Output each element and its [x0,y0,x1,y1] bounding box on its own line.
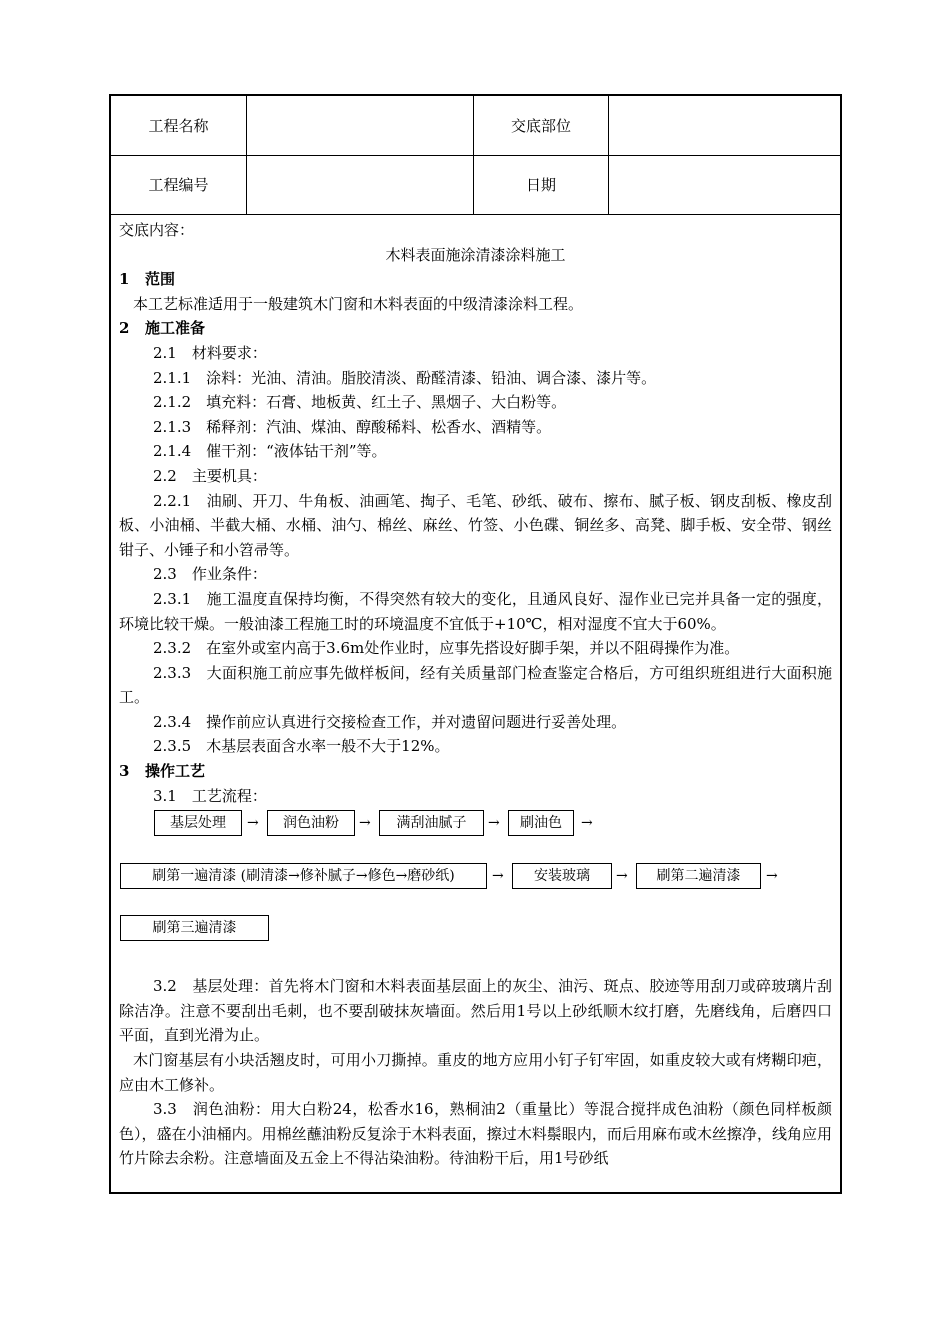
section-2-3-2: 2.3.2 在室外或室内高于3.6m处作业时，应事先搭设好脚手架，并以不阻碍操作为准。 [153,639,740,658]
section-2-3-4: 2.3.4 操作前应认真进行交接检查工作，并对遗留问题进行妥善处理。 [153,712,627,731]
section-2-1-4: 2.1.4 催干剂：“液体钴干剂”等。 [153,442,387,461]
section-2-1-1: 2.1.1 涂料：光油、清油。脂胶清淡、酚醛清漆、铅油、调合漆、漆片等。 [153,368,657,387]
section-2-2-1: 2.2.1 油刷、开刀、牛角板、油画笔、掏子、毛笔、砂纸、破布、擦布、腻子板、钢皮刮板、橡皮刮板、小油桶、半截大桶、水桶、油勺、棉丝、麻丝、竹签、小色碟、铜丝多、高凳、脚手板、安全带、钢丝钳子、小锤子和小笤帚等。 [119,491,832,559]
section-2-2: 2.2 主要机具： [153,466,267,485]
flow-arrow: → [581,815,593,832]
section-1-title: 范围 [145,270,176,289]
section-2-heading [119,316,832,341]
header-row-1 [111,96,840,156]
section-2-3-5: 2.3.5 木基层表面含水率一般不大于12%。 [153,737,450,756]
flow-step-glass: 安装玻璃 [512,863,612,889]
location-value[interactable] [608,96,840,155]
flow-step-oil-powder: 润色油粉 [267,810,355,836]
section-3-2: 3.2 基层处理：首先将木门窗和木料表面基层面上的灰尘、油污、斑点、胶迹等用刮刀或碎玻璃片刮除洁净。注意不要刮出毛刺，也不要刮破抹灰墙面。然后用1号以上砂纸顺木纹打磨，先磨线角，后磨四口平面，直到光滑为止。 [119,977,832,1045]
flow-arrow: → [492,868,504,885]
section-3-1: 3.1 工艺流程： [153,786,267,805]
section-1-number: 1 [119,270,130,289]
flow-arrow: → [359,815,371,832]
section-1-text: 本工艺标准适用于一般建筑木门窗和木料表面的中级清漆涂料工程。 [133,294,584,313]
section-2-3-3: 2.3.3 大面积施工前应事先做样板间，经有关质量部门检查鉴定合格后，方可组织班组进行大面积施工。 [119,663,832,707]
date-label: 日期 [473,155,608,214]
section-2-1: 2.1 材料要求： [153,343,267,362]
flow-step-putty: 满刮油腻子 [379,810,484,836]
document-title: 木料表面施涂清漆涂料施工 [385,245,566,264]
content-label: 交底内容： [119,221,195,239]
project-name-label: 工程名称 [148,117,209,135]
disclosure-content [111,214,840,1192]
process-flowchart [119,808,832,958]
flow-arrow: → [247,815,259,832]
section-1-heading [119,267,832,292]
section-2-3-1: 2.3.1 施工温度直保持均衡，不得突然有较大的变化，且通风良好、湿作业已完并具备一定的强度，环境比较干燥。一般油漆工程施工时的环境温度不宜低于+10℃，相对湿度不宜大于60%。 [119,589,832,633]
flow-arrow: → [766,868,778,885]
section-3-number: 3 [119,762,130,781]
disclosure-form [109,94,842,1194]
flow-arrow: → [616,868,628,885]
section-3-3: 3.3 润色油粉：用大白粉24，松香水16，熟桐油2（重量比）等混合搅拌成色油粉（颜色同样板颜色），盛在小油桶内。用棉丝蘸油粉反复涂于木料表面，擦过木料鬃眼内，而后用麻布或木丝擦净，线角应用竹片除去余粉。注意墙面及五金上不得沾染油粉。待油粉干后，用1号砂纸 [119,1100,832,1168]
date-value[interactable] [608,155,840,214]
project-number-label: 工程编号 [148,176,209,194]
section-3-title: 操作工艺 [145,762,206,781]
flow-step-third-varnish: 刷第三遍清漆 [120,915,269,941]
flow-arrow: → [488,815,500,832]
flow-step-second-varnish: 刷第二遍清漆 [636,863,761,889]
section-2-3: 2.3 作业条件： [153,565,267,584]
section-3-2-note: 木门窗基层有小块活翘皮时，可用小刀撕掉。重皮的地方应用小钉子钉牢固，如重皮较大或有烤糊印疤，应由木工修补。 [119,1051,832,1094]
flow-step-base-treatment: 基层处理 [154,810,242,836]
section-3-heading [119,759,832,784]
section-2-number: 2 [119,319,130,338]
header-row-2 [111,155,840,215]
location-label: 交底部位 [473,96,608,155]
project-name-value[interactable] [246,96,473,155]
flow-step-oil-color: 刷油色 [508,810,574,836]
section-2-title: 施工准备 [145,319,206,338]
project-number-value[interactable] [246,155,473,214]
section-2-1-3: 2.1.3 稀释剂：汽油、煤油、醇酸稀料、松香水、酒精等。 [153,417,552,436]
section-2-1-2: 2.1.2 填充料：石膏、地板黄、红土子、黑烟子、大白粉等。 [153,393,567,412]
flow-step-first-varnish: 刷第一遍清漆 (刷清漆→修补腻子→修色→磨砂纸) [120,863,487,889]
